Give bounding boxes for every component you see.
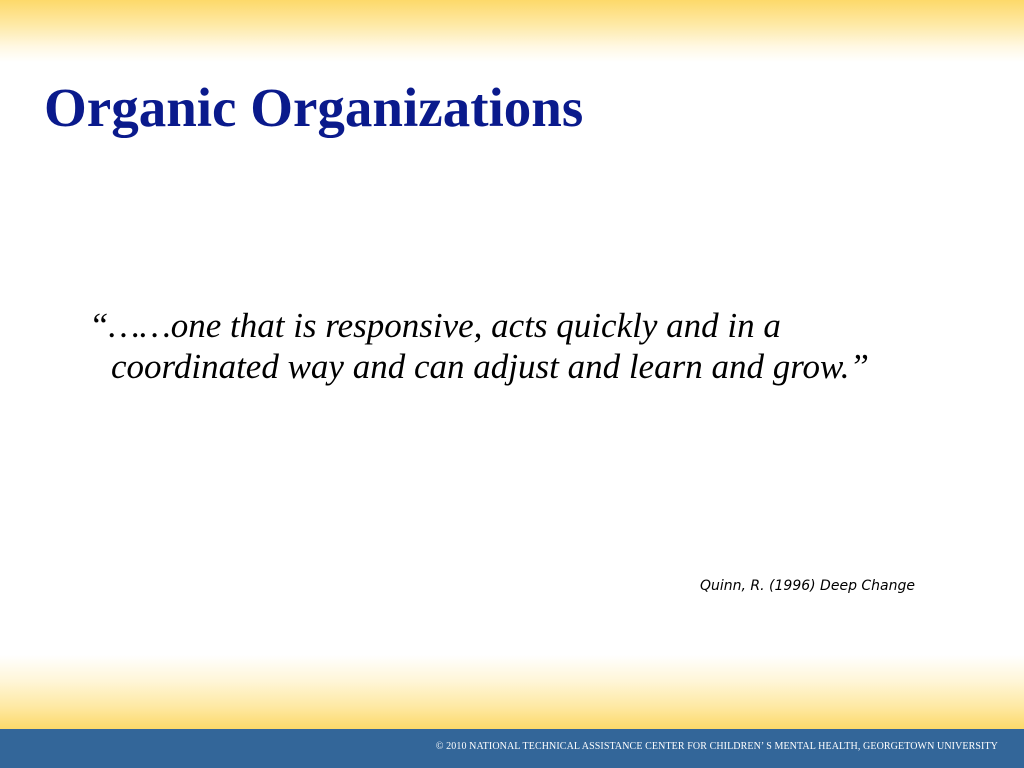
footer-bar <box>0 729 1024 768</box>
quote-text: “……one that is responsive, acts quickly and in a coordinated way and can adjust and learn and grow.” <box>89 306 869 386</box>
top-gradient-band <box>0 0 1024 62</box>
slide-title: Organic Organizations <box>44 77 584 138</box>
citation: Quinn, R. (1996) Deep Change <box>700 578 916 594</box>
bottom-gradient-band <box>0 655 1024 729</box>
footer-copyright: © 2010 NATIONAL TECHNICAL ASSISTANCE CENTER FOR CHILDREN’ S MENTAL HEALTH, GEORGETOWN UNIVERSITY <box>435 741 998 752</box>
